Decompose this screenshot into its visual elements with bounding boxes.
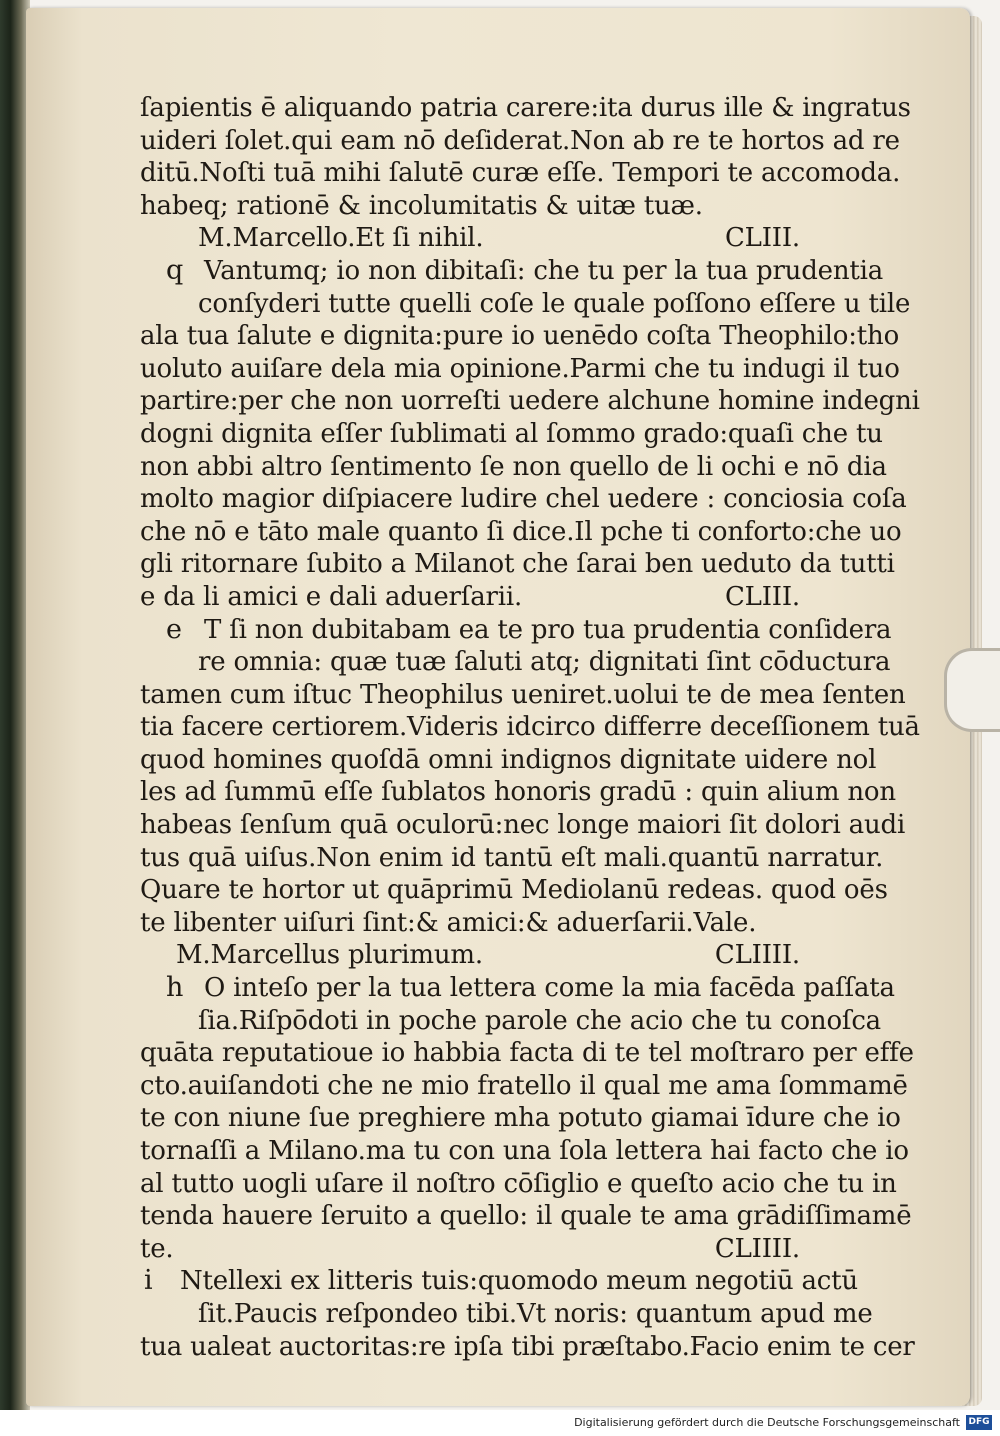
text-line-content: T ſi non dubitabam ea te pro tua prudentia conſidera <box>204 614 892 645</box>
text-line-content: te. <box>140 1233 174 1264</box>
dfg-logo: DFG <box>966 1415 992 1430</box>
text-line: tua ualeat auctoritas:re ipſa tibi præſtabo.Facio enim te cer <box>140 1331 915 1362</box>
text-line <box>140 581 880 614</box>
guide-letter: h <box>166 972 184 1004</box>
heading-text: M.Marcellus plurimum. <box>176 940 483 971</box>
text-line: te con niune ſue preghiere mha potuto giamai īdure che io <box>140 1103 901 1134</box>
text-line: tornaſſi a Milano.ma tu con una ſola lettera hai facto che io <box>140 1136 909 1166</box>
letter-number: CLIIII. <box>714 1233 800 1264</box>
text-line: quod homines quoſdā omni indignos dignitate uidere nol <box>140 744 877 775</box>
text-line: ſia.Riſpōdoti in poche parole che acio che tu conoſca <box>198 1005 881 1036</box>
text-line <box>140 613 892 647</box>
letter-heading <box>140 222 880 255</box>
text-line: molto magior diſpiacere ludire chel uedere : conciosia coſa <box>140 484 907 515</box>
text-line: quāta reputatioue io habbia facta di te tel moſtraro per effe <box>140 1038 914 1069</box>
text-line: non abbi altro ſentimento ſe non quello de li ochi e nō dia <box>140 451 887 482</box>
funding-notice: Digitalisierung gefördert durch die Deutsche Forschungsgemeinschaft <box>574 1416 960 1429</box>
letter-heading <box>140 939 880 972</box>
text-line: conſyderi tutte quelli coſe le quale poſſono eſſere u tile <box>198 288 911 319</box>
text-line: ala tua ſalute e dignita:pure io uenēdo coſta Theophilo:tho <box>140 321 900 352</box>
text-line: les ad ſummū eſſe ſublatos honoris gradū : quin alium non <box>140 777 896 808</box>
text-line-content: Vantumq; io non dibitaſi: che tu per la tua prudentia <box>204 255 884 286</box>
guide-letter: i <box>144 1265 153 1297</box>
text-line <box>140 254 884 288</box>
text-line-content: O inteſo per la tua lettera come la mia facēda paſſata <box>204 973 895 1004</box>
text-line: Quare te hortor ut quāprimū Mediolanū redeas. quod oēs <box>140 875 888 906</box>
guide-letter: q <box>166 254 184 286</box>
text-line: tenda hauere ſeruito a quello: il quale te ama grādiſſimamē <box>140 1201 912 1232</box>
text-line <box>140 1233 880 1266</box>
text-line: habeq; rationē & incolumitatis & uitæ tuæ. <box>140 190 703 221</box>
heading-text: M.Marcello.Et ſi nihil. <box>198 223 484 254</box>
text-line: cto.auiſandoti che ne mio fratello il qual me ama ſommamē <box>140 1070 908 1101</box>
letter-number: CLIIII. <box>714 940 800 971</box>
text-block <box>140 92 920 1363</box>
text-line <box>140 1265 880 1298</box>
text-line: tus quā uiſus.Non enim id tantū eſt mali.quantū narratur. <box>140 842 884 873</box>
letter-number: CLIII. <box>724 223 800 254</box>
clip-tab <box>944 648 1000 732</box>
text-line-content: Ntellexi ex litteris tuis:quomodo meum negotiū actū <box>180 1266 858 1297</box>
text-line: che nō e tāto male quanto ſi dice.Il pche ti conforto:che uo <box>140 516 902 547</box>
letter-number: CLIII. <box>724 581 800 612</box>
text-line: dogni dignita eſſer ſublimati al ſommo grado:quaſi che tu <box>140 418 883 449</box>
text-line: uoluto auiſare dela mia opinione.Parmi che tu indugi il tuo <box>140 353 900 384</box>
text-line: tia facere certiorem.Videris idcirco differre deceſſionem tuā <box>140 712 920 743</box>
text-line: ſit.Paucis reſpondeo tibi.Vt noris: quantum apud me <box>198 1298 873 1329</box>
text-line: ditū.Noſti tuā mihi ſalutē curæ eſſe. Tempori te accomoda. <box>140 158 901 189</box>
text-line: te libenter uiſuri ſint:& amici:& aduerſarii.Vale. <box>140 907 757 938</box>
text-line: gli ritornare ſubito a Milanot che ſarai ben ueduto da tutti <box>140 549 895 580</box>
guide-letter: e <box>166 613 182 645</box>
text-line: re omnia: quæ tuæ ſaluti atq; dignitati ſint cōductura <box>198 647 891 678</box>
text-line: partire:per che non uorreſti uedere alchune homine indegni <box>140 386 920 417</box>
text-line: habeas ſenſum quā oculorū:nec longe maiori ſit dolori audi <box>140 810 906 841</box>
text-line: al tutto uogli uſare il noſtro cōſiglio e queſto acio che tu in <box>140 1168 897 1199</box>
text-line-content: e da li amici e dali aduerſarii. <box>140 581 523 612</box>
text-line: ſapientis ē aliquando patria carere:ita durus ille & ingratus <box>140 93 911 123</box>
text-line <box>140 972 895 1005</box>
footer-bar <box>0 1410 1000 1436</box>
text-line: tamen cum iſtuc Theophilus ueniret.uolui te de mea ſenten <box>140 679 906 710</box>
text-line: uideri ſolet.qui eam nō deſiderat.Non ab re te hortos ad re <box>140 125 900 156</box>
